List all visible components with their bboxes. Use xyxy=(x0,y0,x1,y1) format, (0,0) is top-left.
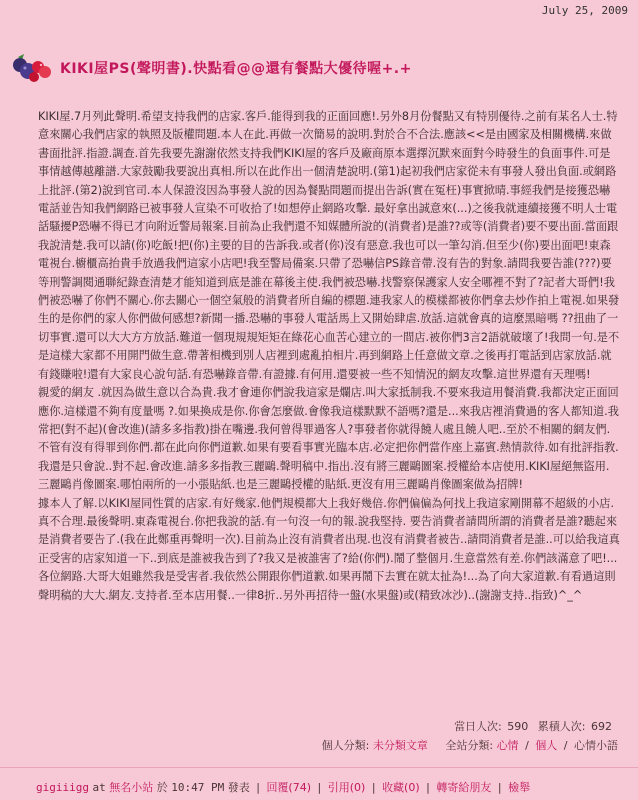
trackback-link[interactable]: 引用(0) xyxy=(327,781,366,794)
post-title-bar xyxy=(8,48,628,88)
category-line: 個人分類: 未分類文章 全站分類: 心情 / 個人 / 心情小語 xyxy=(321,739,618,752)
personal-category-label: 個人分類: xyxy=(321,739,370,752)
paragraph: KIKI屋.7月列此聲明.希望支持我們的店家.客戶.能得到我的正面回應!.另外8月份餐點又有特別優待.之前有某名人士.特意來關心我們店家的執照及版權問題.本人在此.再做一次簡易的說明.對於合不合法.應該<<是由國家及相關機構.來做書面批評.指證.調查.首先我要先謝謝依然支持我們KIKI屋的客戶及廠商原本選擇沉默來面對今時發生的負面事件.可是事情越傳越離譜.大家鼓勵我要說出真相.所以在此作出一個清楚說明.(第1)起初我們店家從未有事發人發出負面.或網路上批評.(第2)說到官司.本人保證沒因為事發人說的因為餐點問題而提出告訴(實在冤枉)事實掀晴.事經我們是接獲恐嚇電話並告知我們網路已被事發人宣染不可收拾了!如想停止網路攻擊. 最好拿出誠意來(...)之後我就連續接獲不明人士電話騷擾P恐嚇不得已才向附近警局報案.目前為止我們還不知媒體所說的(消費者)是誰??或等(消費者)要不要出面.當面跟我說清楚.我可以請(你)吃飯!把(你)主要的目的告訴我.或者(你)沒有惡意.我也可以一筆勾消.但至少(你)要出面吧!東森電視台.櫥櫃高抬貴手放過我們這家小店吧!我至警局備案.只帶了恐嚇信PS錄音帶.沒有告的對象.請問我要告誰(???)要等刑警調閱通聯紀錄查清楚才能知道到底是誰在幕後主使.我們被恐嚇.找警察保護家人安全哪裡不對了?記者大哥們!我們被恐嚇了你們不關心.你去關心一個空氣般的消費者所自編的標題.連我家人的模樣都被你們拿去炒作拍上電視.如果發生的是你們的家人你們做何感想?新聞一播.恐嚇的事發人電話馬上又開始肆虐.放話.這就會真的這麼黑暗嗎 ??扭曲了一切事實.還可以大大方方放話.難道一個現規規矩矩在綠花心血苦心建立的一間店.被你們3言2語就破壞了!我問一句.是不是這樣大家都不用開門做生意.帶著相機到別人店裡到處亂拍相片.再到網路上任意做文章.之後再打電話到店家放話.就有錢賺啦!還有大家良心說句話.有恐嚇錄音帶.有證據.有何用.還要被一些不知情況的網友攻擊.這世界還有天理嗎! xyxy=(38,110,620,381)
on-text: 於 xyxy=(156,781,168,794)
site-category-label: 全站分類: xyxy=(445,739,494,752)
site-category-link-personal[interactable]: 個人 xyxy=(535,739,558,752)
reply-link[interactable]: 回覆(74) xyxy=(266,781,312,794)
site-category-current: 心情小語 xyxy=(574,739,618,752)
at-text: at xyxy=(92,781,106,794)
author-link[interactable]: gigiiigg xyxy=(36,781,89,794)
paragraph: 親愛的網友 .就因為做生意以合為貴.我才會連你們說我這家是爛店.叫大家抵制我.不要來我這用餐消費.我都決定正面回應你.這樣還不夠有度量嗎 ?.如果換成是你.你會怎麼做.會像我這樣默默不語嗎?還是...來我店裡消費過的客人都知道.我常把(對不起)(會改進)(請多多指教)掛在嘴邊.我何曾得罪過客人?事發者你就得饒人處且饒人吧..至於不相關的網友們.不管有沒有得罪到你們.都在此向你們道歉.如果有要看事實光臨本店.必定把你們當作座上嘉賓.熱情款待.如有批評指教.我還是只會說..對不起.會改進.請多多指教三麗鷗.聲明稿中.指出.沒有將三麗鷗圖案.授權給本店使用.KIKI屋絕無盜用.三麗鷗肖像圖案.哪怕兩所的一小張貼紙.也是三麗鷗授權的貼紙.更沒有用三麗鷗肖像圖案做為招牌! xyxy=(38,386,619,492)
total-visits-label: 累積人次: xyxy=(537,720,586,733)
post-time: 10:47 PM xyxy=(171,781,225,794)
site-category-link-mood[interactable]: 心情 xyxy=(496,739,519,752)
blog-link[interactable]: 無名小站 xyxy=(109,781,154,794)
post-title: KIKI屋PS(聲明書).快點看@@還有餐點大優待喔+.+ xyxy=(60,61,412,77)
post-body xyxy=(38,108,620,605)
report-link[interactable]: 檢舉 xyxy=(508,781,531,794)
divider xyxy=(0,767,638,768)
post-date: July 25, 2009 xyxy=(541,4,628,17)
paragraph: 據本人了解.以KIKI屋同性質的店家.有好幾家.他們規模都大上我好幾倍.你們偏偏為何找上我這家剛開幕不超級的小店.真不合理.最後聲明.東森電視台.你把我說的話.有一句沒一句的報.說我堅持. 要告消費者請問所謂的消費者是誰?聽起來是消費者要告了.(我在此鄭重再聲明一次).目前為止沒有消費者出現.也沒有消費者被告..請問消費者是誰..可以給我這真正受害的店家知道一下..到底是誰被我告到了?我又是被誰害了?給(你們).鬧了整個月.生意當然有差.你們該滿意了吧!...各位網路.大哥大姐雖然我是受害者.我依然公開跟你們道歉.如果再鬧下去實在就太扯為!...為了向大家道歉.有看過這則聲明稿的大大.網友.支持者.至本店用餐..一律8折..另外再招待一盤(水果盤)或(精致冰沙)..(謝謝支持..指致)^_^ xyxy=(38,496,620,602)
berry-icon xyxy=(8,51,54,85)
total-visits-value: 692 xyxy=(591,720,612,733)
forward-link[interactable]: 轉寄給朋友 xyxy=(436,781,492,794)
bookmark-link[interactable]: 收藏(0) xyxy=(382,781,420,794)
posted-text: 發表 xyxy=(227,781,250,794)
personal-category-link[interactable]: 未分類文章 xyxy=(372,739,428,752)
today-visits-value: 590 xyxy=(507,720,529,733)
today-visits-label: 當日人次: xyxy=(454,720,502,733)
post-footer: gigiiigg at 無名小站 於 10:47 PM 發表 | 回覆(74) | 引用(0) | 收藏(0) | 轉寄給朋友 | 檢舉 xyxy=(36,781,531,794)
visit-counter xyxy=(454,718,618,734)
